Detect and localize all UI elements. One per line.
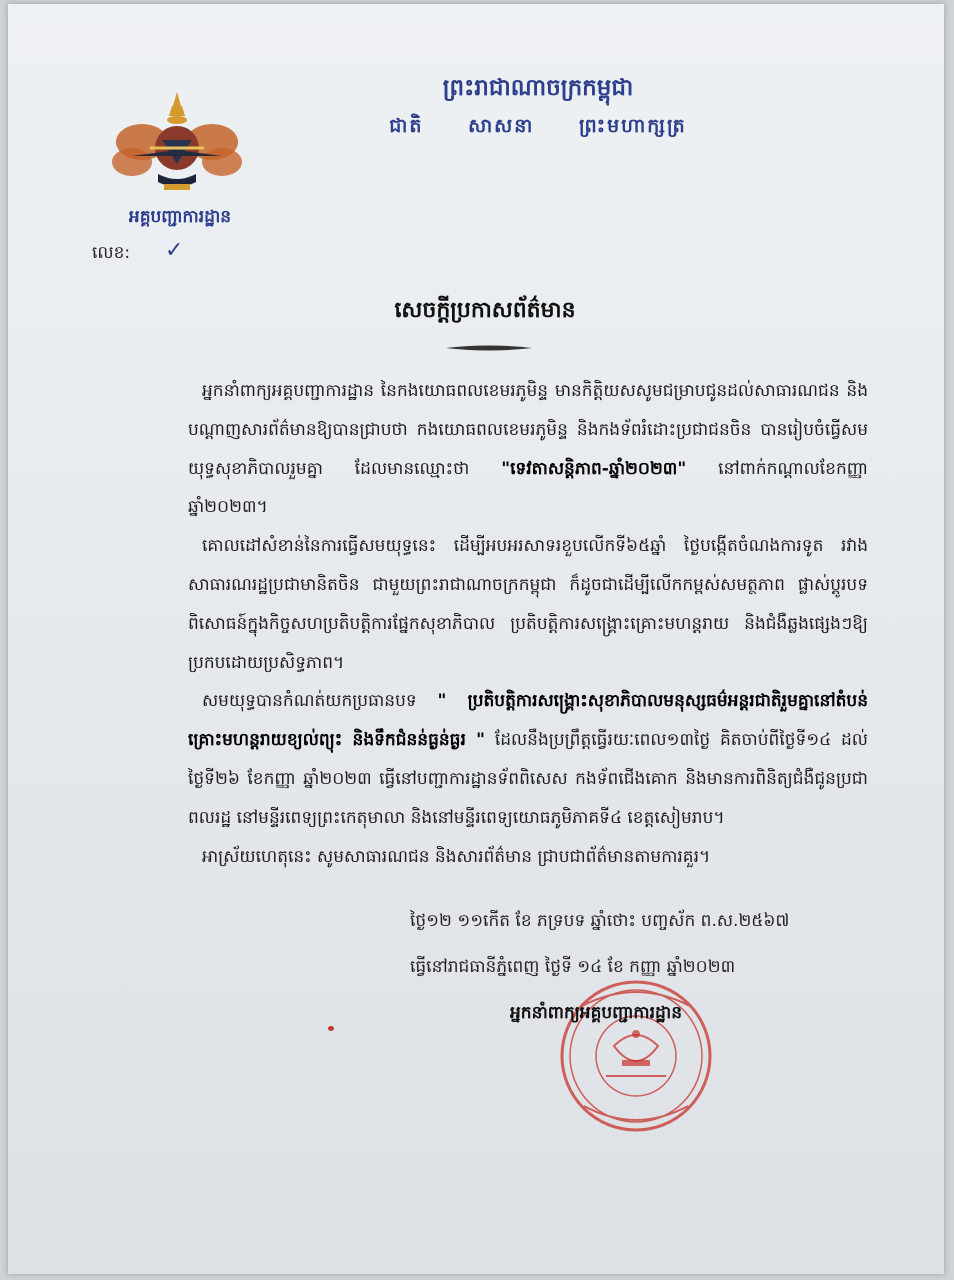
military-emblem-logo	[102, 90, 252, 202]
title-divider-ornament	[444, 343, 534, 353]
paragraph-2: គោលដៅសំខាន់នៃការធ្វើសមយុទ្ធនេះ ដើម្បីអបអរសាទរខួបលើកទី៦៥ឆ្នាំ ថ្ងៃបង្កើតចំណងការទូត រវាងសាធារណរដ្ឋប្រជាមានិតចិន ជាមួយព្រះរាជាណាចក្រកម្ពុជា ក៏ដូចជាដើម្បីលើកកម្ពស់សមត្ថភាព ផ្លាស់ប្តូរបទពិសោធន៍ក្នុងកិច្ចសហប្រតិបត្តិការផ្នែកសុខាភិបាល ប្រតិបត្តិការសង្គ្រោះគ្រោះមហន្តរាយ និងជំងឺឆ្លងផ្សេងៗឱ្យប្រកបដោយប្រសិទ្ធភាព។	[188, 536, 868, 673]
solar-date-place: ធ្វើនៅរាជធានីភ្នំពេញ ថ្ងៃទី ១៤ ខែ កញ្ញា ឆ្នាំ២០២៣	[410, 957, 736, 977]
document-page	[8, 4, 944, 1274]
paragraph-3: សមយុទ្ធបានកំណត់យកប្រធានបទ " ប្រតិបត្តិការសង្គ្រោះសុខាភិបាលមនុស្សធម៌អន្តរជាតិរួមគ្នានៅតំបន់គ្រោះមហន្តរាយខ្យល់ព្យុះ និងទឹកជំនន់ធ្ងន់ធ្ងរ " ដែលនឹងប្រព្រឹត្តធ្វើរយៈពេល១៣ថ្ងៃ គិតចាប់ពីថ្ងៃទី១៤ ដល់ថ្ងៃទី២៦ ខែកញ្ញា ឆ្នាំ២០២៣ ធ្វើនៅបញ្ជាការដ្ឋានទ័ពពិសេស កងទ័ពជើងគោក និងមានការពិនិត្យជំងឺជូនប្រជាពលរដ្ឋ នៅមន្ទីរពេទ្យព្រះកេតុមាលា និងនៅមន្ទីរពេទ្យយោធភូមិភាគទី៤ ខេត្តសៀមរាប។	[188, 691, 868, 828]
org-name: អគ្គបញ្ជាការដ្ឋាន	[128, 207, 232, 227]
official-seal-stamp	[536, 976, 736, 1136]
reference-checkmark: ✓	[165, 238, 184, 263]
paragraph-4: អាស្រ័យហេតុនេះ សូមសាធារណជន និងសារព័ត៌មាន ជ្រាបជាព័ត៌មានតាមការគួរ។	[202, 846, 711, 867]
lunar-date: ថ្ងៃ១២ ១១កើត ខែ ភទ្របទ ឆ្នាំថោះ បញ្ចស័ក ព.ស.២៥៦៧	[410, 911, 790, 931]
motto-religion: សាសនា	[468, 115, 535, 137]
kingdom-heading: ព្រះរាជាណាចក្រកម្ពុជា	[442, 75, 634, 101]
document-title: សេចក្តីប្រកាសព័ត៌មាន	[394, 298, 576, 323]
reference-number-label: លេខ:	[92, 243, 131, 263]
announcement-body	[188, 372, 868, 876]
motto-nation: ជាតិ	[389, 115, 424, 137]
national-motto	[338, 114, 738, 142]
ink-speck	[328, 1026, 334, 1031]
signatory-title: អ្នកនាំពាក្យអគ្គបញ្ជាការដ្ឋាន	[510, 1003, 682, 1023]
paragraph-1: អ្នកនាំពាក្យអគ្គបញ្ជាការដ្ឋាន នៃកងយោធពលខេមរភូមិន្ទ មានកិត្តិយសសូមជម្រាបជូនដល់សាធារណជន និងបណ្តាញសារព័ត៌មានឱ្យបានជ្រាបថា កងយោធពលខេមរភូមិន្ទ និងកងទ័ពរំដោះប្រជាជនចិន បានរៀបចំធ្វើសមយុទ្ធសុខាភិបាលរួមគ្នា ដែលមានឈ្មោះថា "ទេវតាសន្តិភាព-ឆ្នាំ២០២៣" នៅពាក់កណ្តាលខែកញ្ញា ឆ្នាំ២០២៣។	[188, 381, 868, 518]
motto-king: ព្រះមហាក្សត្រ	[579, 115, 687, 137]
